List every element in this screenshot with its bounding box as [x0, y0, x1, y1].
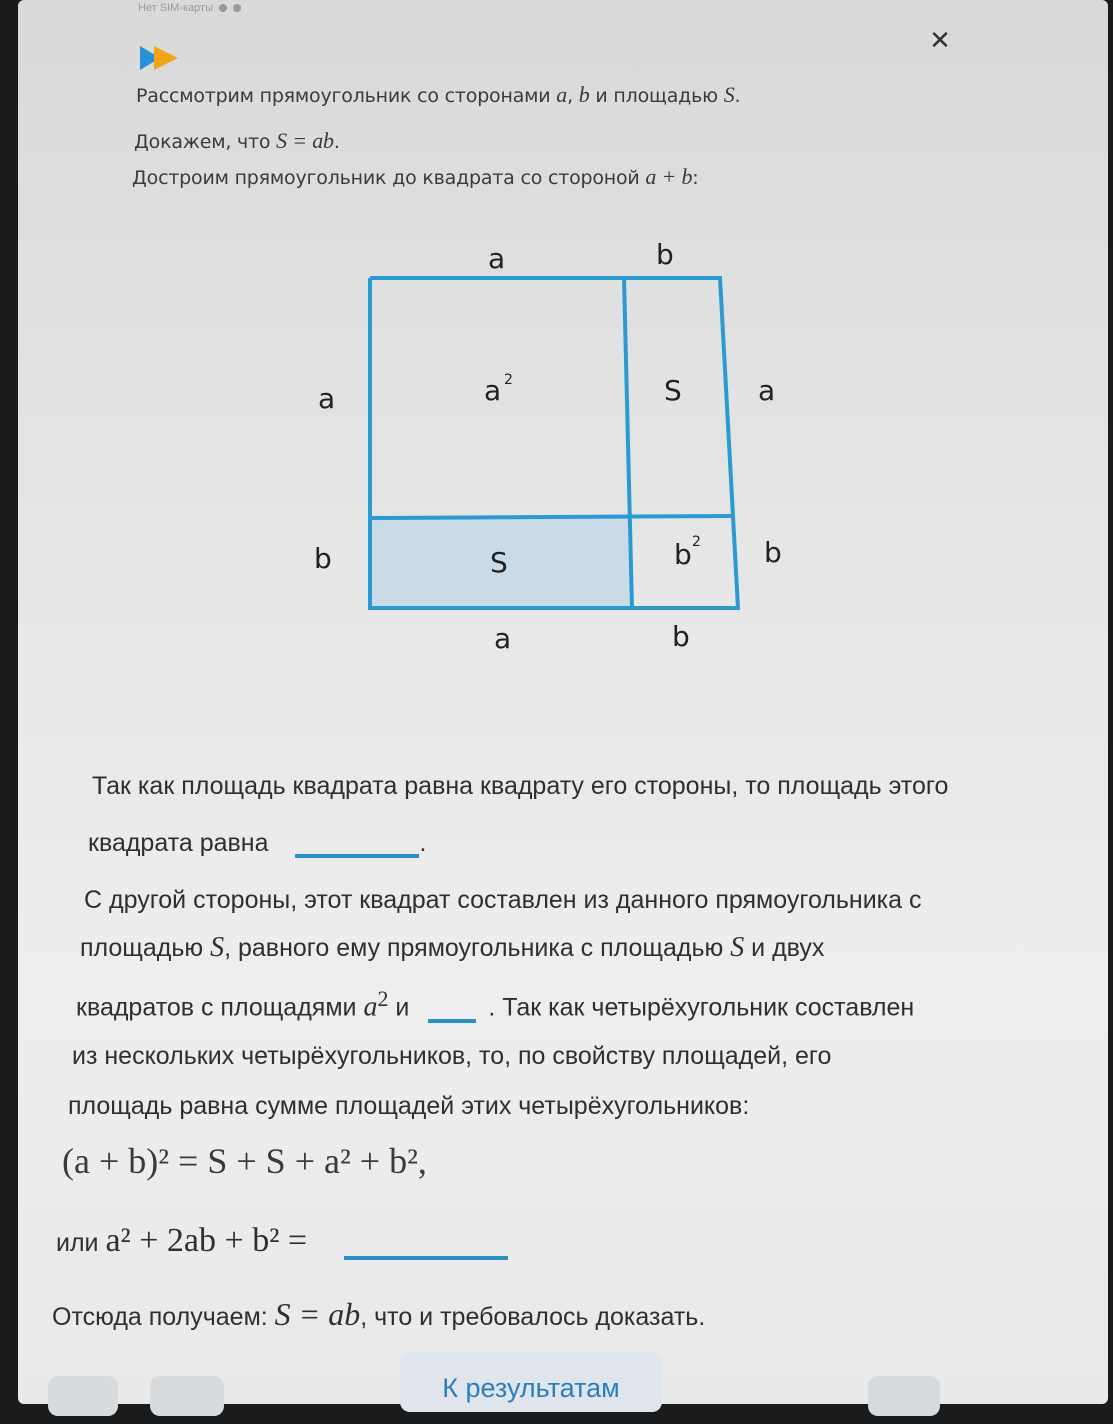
para2-text: площадью [80, 934, 211, 962]
next-button[interactable] [868, 1376, 940, 1416]
screen [18, 0, 1108, 1404]
label-left-b: b [314, 542, 332, 575]
label-right-a: a [758, 374, 776, 407]
para2-line5: площадь равна сумме площадей этих четырёхугольников: [68, 1092, 750, 1120]
label-bottom-b: b [672, 620, 690, 653]
var-a: a [556, 82, 568, 107]
para2-line1: С другой стороны, этот квадрат составлен из данного прямоугольника с [84, 886, 922, 914]
var-b: b [578, 82, 590, 107]
horizontal-divider [370, 516, 734, 518]
para1-line1: Так как площадь квадрата равна квадрату его стороны, то площадь этого [92, 772, 949, 800]
var-s: S [730, 932, 745, 963]
intro-text: Докажем, что [134, 131, 277, 153]
formula-s-ab: S = ab [276, 128, 334, 153]
intro-line-2 [134, 128, 340, 154]
period: . [734, 85, 741, 107]
cell-b2-exp: 2 [692, 534, 701, 550]
para1-line2 [88, 828, 426, 858]
para2-text: и [388, 993, 410, 1022]
prev-button[interactable] [48, 1376, 118, 1416]
answer-blank-3[interactable] [344, 1222, 508, 1260]
para2-text: , равного ему прямоугольника с площадью [224, 934, 731, 962]
label-right-b: b [764, 536, 782, 569]
conclusion-text: , что и требовалось доказать. [360, 1303, 706, 1331]
sim-icon [219, 4, 227, 12]
main-formula: (a + b)² = S + S + a² + b², [62, 1141, 427, 1181]
status-text: Нет SIM-карты [138, 2, 214, 14]
answer-blank-1[interactable] [295, 828, 419, 858]
para2-line3 [76, 986, 914, 1023]
square-diagram [298, 230, 858, 670]
conclusion-line [52, 1296, 705, 1333]
play-logo-icon [138, 42, 184, 79]
para2-line2 [80, 932, 824, 964]
para1-text: квадрата равна [88, 829, 269, 857]
para2-text: квадратов с площадями [76, 993, 364, 1022]
comma: , [567, 85, 579, 107]
answer-blank-2[interactable] [428, 993, 476, 1023]
para2-line4: из нескольких четырёхугольников, то, по свойству площадей, его [72, 1042, 832, 1070]
nav-button[interactable] [150, 1376, 224, 1416]
wifi-icon [233, 4, 241, 12]
label-left-a: a [318, 382, 336, 415]
intro-text: Рассмотрим прямоугольник со сторонами [136, 85, 557, 107]
intro-text: Достроим прямоугольник до квадрата со стороной [132, 167, 646, 189]
or-line [56, 1222, 508, 1260]
label-top-b: b [656, 238, 674, 271]
intro-line-3 [132, 164, 698, 190]
period: . [419, 829, 427, 857]
label-top-a: a [488, 242, 506, 275]
var-s: S [210, 932, 225, 963]
intro-text: и площадью [589, 85, 724, 107]
intro-line-1 [136, 82, 740, 108]
cell-s-bottom: S [490, 546, 508, 579]
var-s: S [723, 82, 735, 107]
status-bar [138, 0, 241, 16]
period: . [333, 131, 340, 153]
cell-a2-exp: 2 [504, 372, 513, 388]
para2-text: и двух [744, 934, 825, 962]
exponent: 2 [377, 986, 389, 1011]
label-bottom-a: a [494, 622, 512, 655]
para2-text: . Так как четырёхугольник составлен [488, 993, 915, 1022]
cell-s-top: S [664, 374, 682, 407]
conclusion-text: Отсюда получаем: [52, 1303, 275, 1331]
formula-a-plus-b: a + b [645, 164, 693, 189]
cell-a2-base: a [484, 374, 502, 407]
cell-b2-base: b [674, 538, 692, 571]
var-a: a [363, 991, 378, 1023]
results-button[interactable]: К результатам [400, 1352, 662, 1412]
or-text: или [56, 1229, 106, 1257]
expanded-formula: a² + 2ab + b² = [105, 1222, 308, 1259]
close-icon[interactable]: ✕ [929, 25, 951, 55]
colon: : [692, 167, 699, 189]
formula-s-ab: S = ab [274, 1296, 361, 1332]
